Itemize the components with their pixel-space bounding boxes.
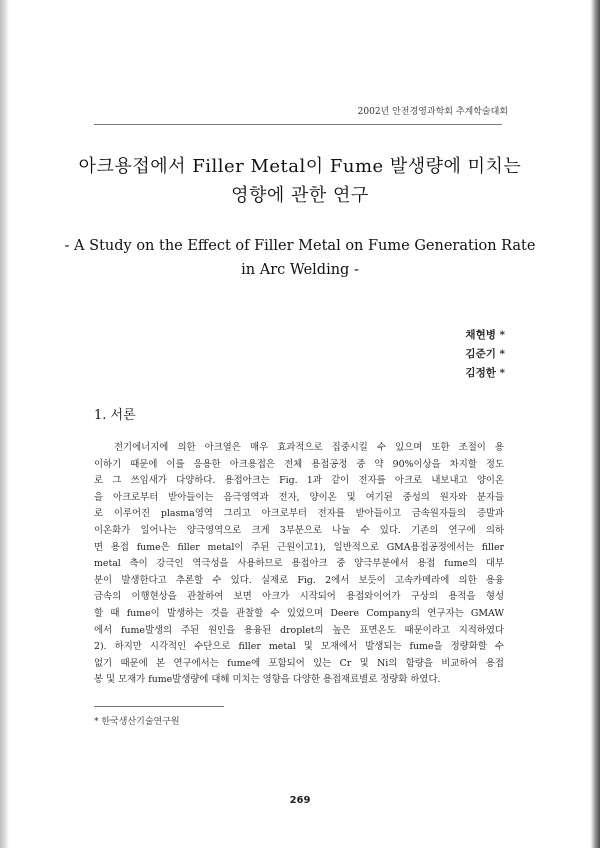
english-title-line: in Arc Welding - xyxy=(241,262,359,278)
body-line: 이하기 때문에 이를 응용한 아크용접은 전체 용접공정 중 약 90%이상을 차지할 정도 xyxy=(94,458,504,470)
conference-header: 2002년 안전경영과학회 추계학술대회 xyxy=(357,107,508,117)
author-list xyxy=(465,326,505,383)
body-line: 금속의 이행현상을 관찰하여 보면 아크가 시작되어 용접와이어가 구상의 용적을 형성 xyxy=(94,591,504,603)
body-line: 봉 및 모재가 fume발생량에 대해 미치는 영향을 다양한 용접재료별로 정량화 하였다. xyxy=(94,674,441,686)
body-line: 에서 fume발생의 주된 원인을 용융된 droplet의 높은 표면온도 때문이라고 지적하였다 xyxy=(94,624,504,636)
body-line: 없기 때문에 본 연구에서는 fume에 포함되어 있는 Cr 및 Ni의 함량을 비교하여 용접 xyxy=(94,657,504,669)
scan-edge-right xyxy=(590,0,600,848)
affiliation-footnote: * 한국생산기술연구원 xyxy=(94,717,180,727)
body-line: 이온화가 일어나는 양극영역으로 크게 3부분으로 나눌 수 있다. 기존의 연구에 의하 xyxy=(94,524,504,536)
body-line: 분이 발생한다고 추론할 수 있다. 실제로 Fig. 2에서 보듯이 고속카메라에 의한 용융 xyxy=(94,574,504,586)
korean-title-line: 아크용접에서 Filler Metal이 Fume 발생량에 미치는 xyxy=(78,156,522,177)
body-line: 을 아크로부터 받아들이는 음극영역과 전자, 양이온 및 여기된 중성의 원자와 분자들 xyxy=(94,491,504,503)
body-line: 로 그 쓰임새가 다양하다. 용접아크는 Fig. 1과 같이 전자를 아크로 내보내고 양이온 xyxy=(94,475,504,487)
header-rule xyxy=(94,124,502,125)
footnote-rule xyxy=(94,706,224,707)
body-paragraph xyxy=(94,440,504,689)
author-name: 채현병 * xyxy=(465,329,505,341)
section-heading: 1. 서론 xyxy=(94,408,136,423)
body-line: 2). 하지만 시각적인 수단으로 filler metal 및 모재에서 발생되는 fume을 정량화할 수 xyxy=(94,641,504,653)
body-line: 할 때 fume이 발생하는 것을 관찰할 수 있었으며 Deere Company의 연구자는 GMAW xyxy=(94,607,504,619)
author-name: 김준기 * xyxy=(465,348,505,360)
korean-title-line: 영향에 관한 연구 xyxy=(231,185,369,206)
body-line: 전기에너지에 의한 아크열은 매우 효과적으로 집중시킬 수 있으며 또한 조절이 용 xyxy=(114,442,504,453)
korean-title xyxy=(60,152,540,210)
page-number: 269 xyxy=(289,795,311,806)
english-title-line: - A Study on the Effect of Filler Metal on Fume Generation Rate xyxy=(64,238,536,254)
author-name: 김정한 * xyxy=(465,367,505,379)
body-line: 면 용접 fume은 filler metal이 주된 근원이고1), 일반적으로 GMA용접공정에서는 filler xyxy=(94,541,504,553)
body-line: metal 측이 강극인 역극성을 사용하므로 용접아크 중 양극부분에서 용접 fume의 대부 xyxy=(94,558,504,570)
scan-edge-left xyxy=(0,0,9,848)
body-line: 로 이루어진 plasma영역 그리고 아크로부터 전자를 받아들이고 금속원자들의 증발과 xyxy=(94,508,504,520)
english-title xyxy=(60,234,540,282)
